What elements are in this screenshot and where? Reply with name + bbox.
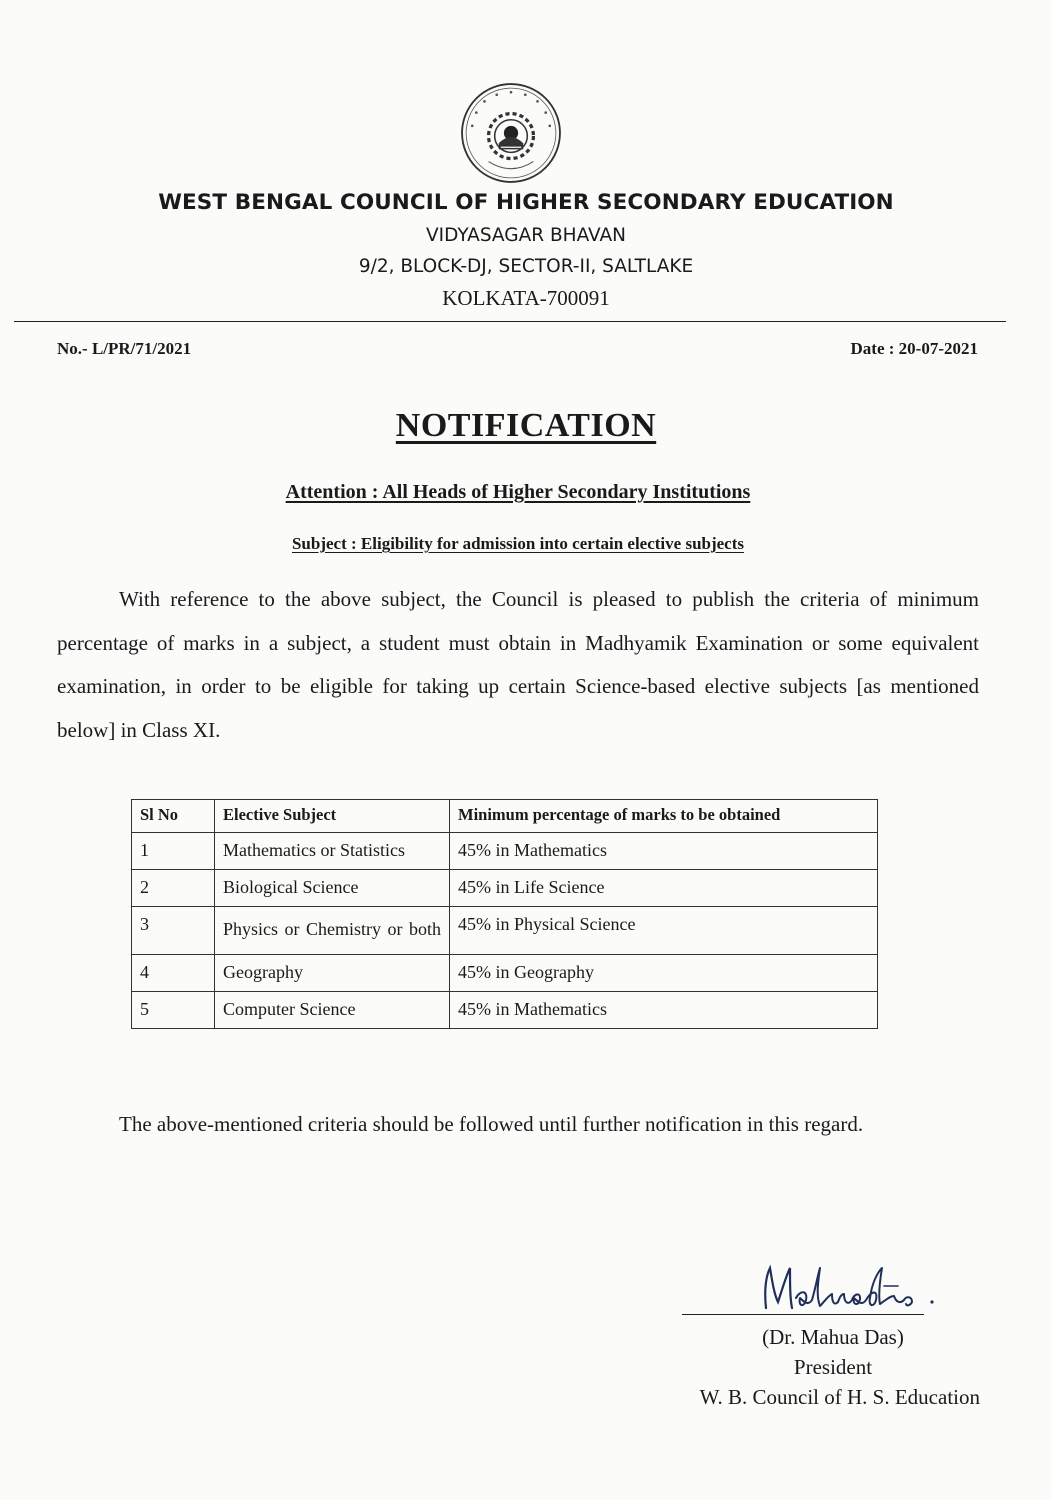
table-header-row [132,800,878,833]
closing-paragraph: The above-mentioned criteria should be followed until further notification in this regard. [119,1112,864,1136]
reference-number: No.- L/PR/71/2021 [57,339,192,358]
column-header-minimum-percentage: Minimum percentage of marks to be obtained [450,800,878,833]
cell-sl-no: 2 [132,870,215,907]
signature-image [700,1250,980,1330]
cell-minimum-percentage: 45% in Physical Science [450,907,878,955]
table-row [132,870,878,907]
signatory-block [620,1322,1010,1412]
council-emblem-icon [460,82,562,184]
address-line-3: KOLKATA-700091 [442,286,610,310]
eligibility-table [131,799,878,1029]
notification-date: Date : 20-07-2021 [850,339,978,358]
cell-elective-subject: Biological Science [215,870,450,907]
table-row [132,833,878,870]
table-row [132,955,878,992]
cell-elective-subject: Geography [215,955,450,992]
signatory-organization: W. B. Council of H. S. Education [699,1385,980,1409]
signature-line [682,1314,924,1315]
cell-minimum-percentage: 45% in Mathematics [450,992,878,1029]
cell-elective-subject: Physics or Chemistry or both [215,907,450,955]
cell-elective-subject: Computer Science [215,992,450,1029]
cell-minimum-percentage: 45% in Geography [450,955,878,992]
column-header-elective-subject: Elective Subject [215,800,450,833]
cell-minimum-percentage: 45% in Life Science [450,870,878,907]
cell-sl-no: 3 [132,907,215,955]
cell-sl-no: 4 [132,955,215,992]
cell-sl-no: 1 [132,833,215,870]
column-header-sl-no: Sl No [132,800,215,833]
table-row [132,907,878,955]
cell-elective-subject: Mathematics or Statistics [215,833,450,870]
cell-minimum-percentage: 45% in Mathematics [450,833,878,870]
address-line-2: 9/2, BLOCK-DJ, SECTOR-II, SALTLAKE [358,256,694,277]
address-line-1: VIDYASAGAR BHAVAN [425,225,627,246]
table-row [132,992,878,1029]
signatory-designation: President [793,1355,873,1379]
attention-line: Attention : All Heads of Higher Secondary Institutions [285,481,751,503]
header-divider [14,321,1006,322]
council-name: WEST BENGAL COUNCIL OF HIGHER SECONDARY EDUCATION [158,190,894,215]
subject-line: Subject : Eligibility for admission into certain elective subjects [291,534,745,553]
page-title: NOTIFICATION [395,407,657,444]
cell-sl-no: 5 [132,992,215,1029]
body-paragraph: With reference to the above subject, the Council is pleased to publish the criteria of minimum percentage of marks in a subject, a student must obtain in Madhyamik Examination or some equivalent examination, in order to be eligible for taking up certain Science-based elective subjects [as mentioned below] in Class XI. [57,587,979,742]
signatory-name: (Dr. Mahua Das) [762,1325,904,1349]
